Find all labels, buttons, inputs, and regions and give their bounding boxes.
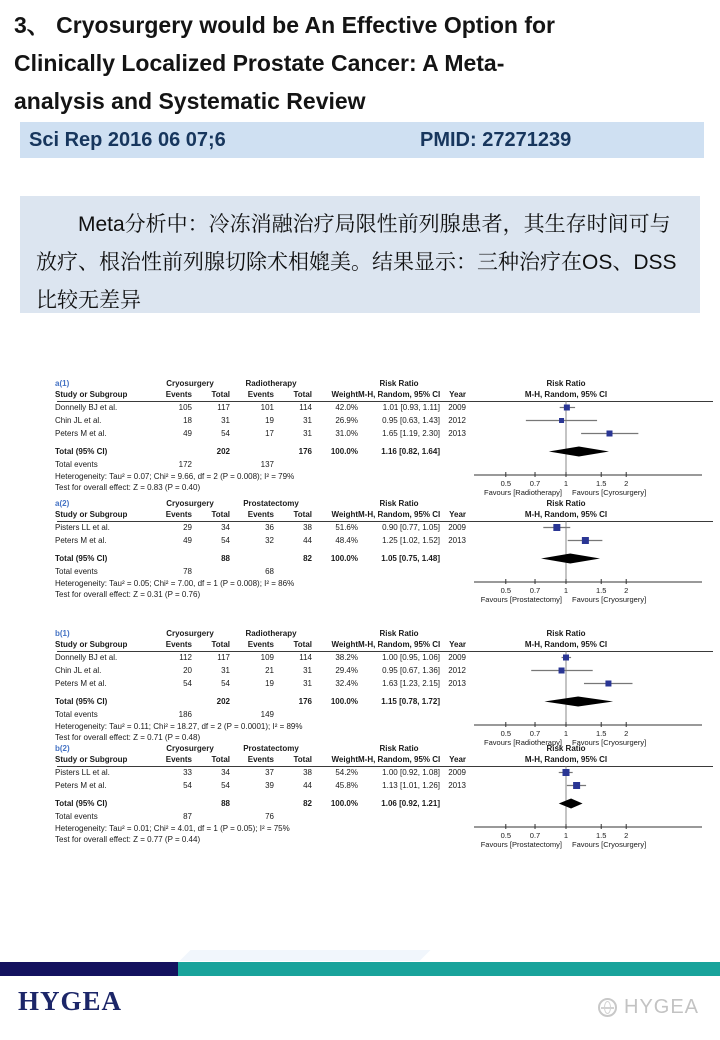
heterogeneity-row — [55, 471, 466, 482]
year: 2013 — [448, 428, 466, 438]
cell: 176 — [298, 446, 312, 456]
study-name: Peters M et al. — [55, 428, 107, 438]
cell: 44 — [303, 535, 312, 545]
group2-header: Radiotherapy — [245, 378, 297, 388]
col-events: Events — [165, 640, 192, 649]
year: 2009 — [448, 522, 466, 532]
heterogeneity-text: Heterogeneity: Tau² = 0.11; Chi² = 18.27, df = 2 (P = 0.0001); I² = 89% — [55, 721, 303, 731]
cell: 88 — [221, 798, 230, 808]
year: 2012 — [448, 665, 466, 675]
favours-right-label: Favours [Cryosurgery] — [572, 738, 647, 747]
cell: 101 — [260, 402, 274, 412]
col-year: Year — [449, 510, 466, 519]
title-line-1: 3、 Cryosurgery would be An Effective Option for — [14, 12, 555, 38]
total-ci: 1.15 [0.78, 1.72] — [381, 696, 440, 706]
forest-table — [55, 628, 466, 743]
cell: 31.0% — [335, 428, 358, 438]
col-total: Total — [293, 390, 312, 399]
effect-square — [559, 668, 565, 674]
plot-method-header: M-H, Random, 95% CI — [524, 390, 608, 399]
cell: 202 — [216, 446, 230, 456]
ci-text: 1.13 [1.01, 1.26] — [382, 780, 440, 790]
forest-panel — [55, 628, 715, 749]
cell: 54 — [221, 678, 230, 688]
col-events: Events — [247, 755, 274, 764]
col-total: Total — [293, 640, 312, 649]
cell: 31 — [221, 665, 230, 675]
ci-text: 1.65 [1.19, 2.30] — [382, 428, 440, 438]
cell: 37 — [265, 767, 274, 777]
effect-header: Risk Ratio — [379, 628, 419, 638]
total-events-row — [55, 810, 466, 823]
panel-label: a(1) — [55, 378, 70, 388]
cell: 54 — [183, 780, 192, 790]
col-weight: Weight — [331, 640, 358, 649]
col-year: Year — [449, 640, 466, 649]
total-events-row — [55, 708, 466, 721]
total-events-label: Total events — [55, 566, 98, 576]
study-row — [55, 427, 466, 440]
favours-left-label: Favours [Prostatectomy] — [480, 595, 562, 604]
group1-header: Cryosurgery — [166, 498, 214, 508]
col-study: Study or Subgroup — [55, 640, 128, 649]
page-title — [14, 6, 714, 120]
effect-header: Risk Ratio — [379, 378, 419, 388]
cell: 82 — [303, 553, 312, 563]
total-events-label: Total events — [55, 709, 98, 719]
axis-tick-label: 0.7 — [529, 831, 541, 840]
col-ci: M-H, Random, 95% CI — [358, 640, 441, 649]
ci-text: 1.00 [0.95, 1.06] — [382, 652, 440, 662]
total-diamond — [544, 697, 613, 707]
ci-text: 0.95 [0.67, 1.36] — [382, 665, 440, 675]
col-events: Events — [165, 755, 192, 764]
cell: 176 — [298, 696, 312, 706]
study-name: Peters M et al. — [55, 780, 107, 790]
heterogeneity-text: Heterogeneity: Tau² = 0.07; Chi² = 9.66, df = 2 (P = 0.008); I² = 79% — [55, 471, 295, 481]
study-row — [55, 664, 466, 677]
col-total: Total — [211, 510, 230, 519]
cell: 100.0% — [330, 446, 358, 456]
col-weight: Weight — [331, 390, 358, 399]
col-total: Total — [293, 510, 312, 519]
cell: 38 — [303, 522, 312, 532]
cell: 38 — [303, 767, 312, 777]
axis-tick-label: 1 — [563, 729, 569, 738]
study-name: Donnelly BJ et al. — [55, 402, 118, 412]
cell: 51.6% — [335, 522, 358, 532]
effect-square — [559, 418, 564, 423]
cell: 39 — [265, 780, 274, 790]
axis-tick-label: 1.5 — [595, 729, 607, 738]
cell: 48.4% — [335, 535, 358, 545]
study-name: Peters M et al. — [55, 678, 107, 688]
axis-tick-label: 0.5 — [500, 729, 512, 738]
plot-method-header: M-H, Random, 95% CI — [524, 755, 608, 764]
forest-table — [55, 498, 466, 600]
total-label: Total (95% CI) — [55, 798, 108, 808]
globe-icon — [598, 998, 617, 1017]
total-label: Total (95% CI) — [55, 696, 108, 706]
cell: 54.2% — [335, 767, 358, 777]
study-row — [55, 651, 466, 664]
overall-effect-row — [55, 589, 466, 600]
forest-plot-svg — [466, 498, 715, 606]
col-total: Total — [211, 390, 230, 399]
cell: 21 — [265, 665, 274, 675]
study-row — [55, 401, 466, 414]
total-events-row — [55, 565, 466, 578]
group1-header: Cryosurgery — [166, 378, 214, 388]
cell: 114 — [299, 652, 312, 662]
cell: 172 — [178, 459, 192, 469]
citation-pmid: PMID: 27271239 — [420, 129, 572, 151]
axis-tick-label: 2 — [624, 831, 629, 840]
year: 2009 — [448, 402, 466, 412]
cell: 78 — [183, 566, 192, 576]
col-study: Study or Subgroup — [55, 755, 128, 764]
group2-header: Prostatectomy — [243, 743, 299, 753]
footer-bar-navy-segment — [0, 962, 178, 976]
cell: 82 — [303, 798, 312, 808]
group-header-row — [55, 628, 466, 639]
forest-panel — [55, 498, 715, 606]
axis-tick-label: 0.7 — [529, 479, 541, 488]
forest-panel — [55, 378, 715, 499]
axis-tick-label: 1.5 — [595, 586, 607, 595]
total-label: Total (95% CI) — [55, 446, 108, 456]
year: 2013 — [448, 535, 466, 545]
forest-plot-svg — [466, 378, 715, 499]
col-study: Study or Subgroup — [55, 510, 128, 519]
cell: 49 — [183, 535, 192, 545]
overall-effect-text: Test for overall effect: Z = 0.77 (P = 0.44) — [55, 834, 201, 844]
column-header-row — [55, 389, 466, 401]
ci-text: 1.63 [1.23, 2.15] — [382, 678, 440, 688]
cell: 42.0% — [335, 402, 358, 412]
study-name: Donnelly BJ et al. — [55, 652, 118, 662]
cell: 18 — [183, 415, 192, 425]
effect-square — [563, 769, 570, 776]
cell: 19 — [265, 678, 274, 688]
year: 2009 — [448, 652, 466, 662]
cell: 88 — [221, 553, 230, 563]
panel-label: b(1) — [55, 628, 70, 638]
axis-tick-label: 1.5 — [595, 479, 607, 488]
total-diamond — [549, 447, 609, 457]
col-total: Total — [211, 755, 230, 764]
year: 2013 — [448, 678, 466, 688]
total-ci: 1.06 [0.92, 1.21] — [381, 798, 440, 808]
cell: 54 — [221, 535, 230, 545]
total-row — [55, 695, 466, 708]
cell: 137 — [260, 459, 274, 469]
effect-header: Risk Ratio — [379, 743, 419, 753]
axis-tick-label: 1 — [563, 586, 569, 595]
forest-panel — [55, 743, 715, 851]
axis-tick-label: 2 — [624, 729, 629, 738]
cell: 33 — [183, 767, 192, 777]
axis-tick-label: 1.5 — [595, 831, 607, 840]
effect-square — [606, 431, 612, 437]
citation-journal: Sci Rep 2016 06 07;6 — [29, 129, 226, 151]
total-row — [55, 797, 466, 810]
watermark — [598, 996, 699, 1019]
plot-risk-ratio-header: Risk Ratio — [546, 629, 586, 638]
cell: 31 — [303, 415, 312, 425]
cell: 31 — [303, 678, 312, 688]
axis-tick-label: 2 — [624, 479, 629, 488]
study-row — [55, 521, 466, 534]
effect-square — [573, 782, 580, 789]
study-row — [55, 677, 466, 690]
total-label: Total (95% CI) — [55, 553, 108, 563]
col-events: Events — [165, 390, 192, 399]
effect-square — [605, 681, 611, 687]
cell: 87 — [183, 811, 192, 821]
panel-label: a(2) — [55, 498, 70, 508]
overall-effect-row — [55, 834, 466, 845]
cell: 49 — [183, 428, 192, 438]
ci-text: 1.01 [0.93, 1.11] — [382, 402, 440, 412]
footer-flourish — [180, 950, 431, 961]
forest-plot-svg — [466, 628, 715, 749]
year: 2012 — [448, 415, 466, 425]
overall-effect-text: Test for overall effect: Z = 0.71 (P = 0.48) — [55, 732, 201, 742]
cell: 38.2% — [335, 652, 358, 662]
cell: 54 — [183, 678, 192, 688]
col-events: Events — [247, 640, 274, 649]
cell: 68 — [265, 566, 274, 576]
group1-header: Cryosurgery — [166, 743, 214, 753]
watermark-text: HYGEA — [624, 996, 700, 1018]
group-header-row — [55, 498, 466, 509]
cell: 186 — [178, 709, 192, 719]
title-line-2: Clinically Localized Prostate Cancer: A Meta- — [14, 50, 505, 76]
total-diamond — [559, 799, 583, 809]
summary-box: Meta分析中：冷冻消融治疗局限性前列腺患者，其生存时间可与放疗、根治性前列腺切除术相媲美。结果显示：三种治疗在OS、DSS比较无差异 — [20, 196, 700, 313]
cell: 34 — [221, 522, 230, 532]
forest-table — [55, 743, 466, 845]
favours-right-label: Favours [Cryosurgery] — [572, 595, 647, 604]
effect-square — [582, 537, 589, 544]
study-row — [55, 414, 466, 427]
heterogeneity-text: Heterogeneity: Tau² = 0.01; Chi² = 4.01, df = 1 (P = 0.05); I² = 75% — [55, 823, 290, 833]
citation-bar — [20, 122, 704, 158]
col-events: Events — [247, 510, 274, 519]
cell: 105 — [178, 402, 192, 412]
cell: 19 — [265, 415, 274, 425]
plot-method-header: M-H, Random, 95% CI — [524, 640, 608, 649]
total-row — [55, 445, 466, 458]
favours-right-label: Favours [Cryosurgery] — [572, 840, 647, 849]
total-events-label: Total events — [55, 459, 98, 469]
cell: 112 — [179, 652, 192, 662]
effect-square — [553, 524, 560, 531]
forest-plots-figure — [55, 378, 715, 868]
axis-tick-label: 0.5 — [500, 586, 512, 595]
cell: 54 — [221, 428, 230, 438]
effect-square — [564, 405, 570, 411]
cell: 76 — [265, 811, 274, 821]
cell: 149 — [260, 709, 274, 719]
group1-header: Cryosurgery — [166, 628, 214, 638]
plot-risk-ratio-header: Risk Ratio — [546, 499, 586, 508]
axis-tick-label: 1 — [563, 479, 569, 488]
group-header-row — [55, 378, 466, 389]
cell: 31 — [221, 415, 230, 425]
footer-bar — [0, 962, 720, 976]
col-year: Year — [449, 755, 466, 764]
col-study: Study or Subgroup — [55, 390, 128, 399]
cell: 17 — [265, 428, 274, 438]
favours-left-label: Favours [Radiotherapy] — [484, 488, 562, 497]
panel-label: b(2) — [55, 743, 70, 753]
title-line-3: analysis and Systematic Review — [14, 88, 366, 114]
cell: 31 — [303, 428, 312, 438]
cell: 29.4% — [335, 665, 358, 675]
cell: 117 — [217, 402, 230, 412]
cell: 54 — [221, 780, 230, 790]
study-row — [55, 534, 466, 547]
cell: 45.8% — [335, 780, 358, 790]
cell: 100.0% — [330, 798, 358, 808]
col-events: Events — [165, 510, 192, 519]
cell: 100.0% — [330, 553, 358, 563]
study-name: Peters M et al. — [55, 535, 107, 545]
heterogeneity-row — [55, 721, 466, 732]
group2-header: Prostatectomy — [243, 498, 299, 508]
total-row — [55, 552, 466, 565]
col-total: Total — [211, 640, 230, 649]
group2-header: Radiotherapy — [245, 628, 297, 638]
hygea-logo: HYGEA — [18, 986, 123, 1016]
total-diamond — [541, 554, 600, 564]
effect-header: Risk Ratio — [379, 498, 419, 508]
heterogeneity-row — [55, 578, 466, 589]
column-header-row — [55, 754, 466, 766]
overall-effect-text: Test for overall effect: Z = 0.83 (P = 0.40) — [55, 482, 201, 492]
axis-tick-label: 0.5 — [500, 831, 512, 840]
study-row — [55, 766, 466, 779]
overall-effect-row — [55, 732, 466, 743]
effect-square — [563, 655, 569, 661]
axis-tick-label: 2 — [624, 586, 629, 595]
axis-tick-label: 0.7 — [529, 729, 541, 738]
group-header-row — [55, 743, 466, 754]
col-ci: M-H, Random, 95% CI — [358, 755, 441, 764]
column-header-row — [55, 509, 466, 521]
cell: 117 — [217, 652, 230, 662]
cell: 32 — [265, 535, 274, 545]
cell: 202 — [216, 696, 230, 706]
cell: 29 — [183, 522, 192, 532]
footer-bar-teal-segment — [178, 962, 720, 976]
forest-table — [55, 378, 466, 493]
col-ci: M-H, Random, 95% CI — [358, 390, 441, 399]
favours-left-label: Favours [Radiotherapy] — [484, 738, 562, 747]
cell: 100.0% — [330, 696, 358, 706]
favours-left-label: Favours [Prostatectomy] — [480, 840, 562, 849]
col-year: Year — [449, 390, 466, 399]
study-name: Pisters LL et al. — [55, 522, 110, 532]
total-events-row — [55, 458, 466, 471]
overall-effect-text: Test for overall effect: Z = 0.31 (P = 0.76) — [55, 589, 201, 599]
study-name: Chin JL et al. — [55, 415, 102, 425]
col-events: Events — [247, 390, 274, 399]
col-weight: Weight — [331, 755, 358, 764]
overall-effect-row — [55, 482, 466, 493]
ci-text: 0.95 [0.63, 1.43] — [382, 415, 440, 425]
plot-risk-ratio-header: Risk Ratio — [546, 379, 586, 388]
axis-tick-label: 0.5 — [500, 479, 512, 488]
axis-tick-label: 0.7 — [529, 586, 541, 595]
cell: 114 — [299, 402, 312, 412]
col-ci: M-H, Random, 95% CI — [358, 510, 441, 519]
total-events-label: Total events — [55, 811, 98, 821]
favours-right-label: Favours [Cyrosurgery] — [572, 488, 647, 497]
study-row — [55, 779, 466, 792]
plot-method-header: M-H, Random, 95% CI — [524, 510, 608, 519]
study-name: Chin JL et al. — [55, 665, 102, 675]
cell: 20 — [183, 665, 192, 675]
cell: 31 — [303, 665, 312, 675]
ci-text: 1.00 [0.92, 1.08] — [382, 767, 440, 777]
axis-tick-label: 1 — [563, 831, 569, 840]
cell: 34 — [221, 767, 230, 777]
year: 2013 — [448, 780, 466, 790]
cell: 32.4% — [335, 678, 358, 688]
ci-text: 1.25 [1.02, 1.52] — [382, 535, 440, 545]
cell: 26.9% — [335, 415, 358, 425]
total-ci: 1.05 [0.75, 1.48] — [381, 553, 440, 563]
plot-risk-ratio-header: Risk Ratio — [546, 744, 586, 753]
col-total: Total — [293, 755, 312, 764]
year: 2009 — [448, 767, 466, 777]
cell: 44 — [303, 780, 312, 790]
heterogeneity-text: Heterogeneity: Tau² = 0.05; Chi² = 7.00, df = 1 (P = 0.008); I² = 86% — [55, 578, 295, 588]
ci-text: 0.90 [0.77, 1.05] — [382, 522, 440, 532]
cell: 36 — [265, 522, 274, 532]
col-weight: Weight — [331, 510, 358, 519]
column-header-row — [55, 639, 466, 651]
forest-plot-svg — [466, 743, 715, 851]
study-name: Pisters LL et al. — [55, 767, 110, 777]
cell: 109 — [260, 652, 274, 662]
heterogeneity-row — [55, 823, 466, 834]
total-ci: 1.16 [0.82, 1.64] — [381, 446, 440, 456]
